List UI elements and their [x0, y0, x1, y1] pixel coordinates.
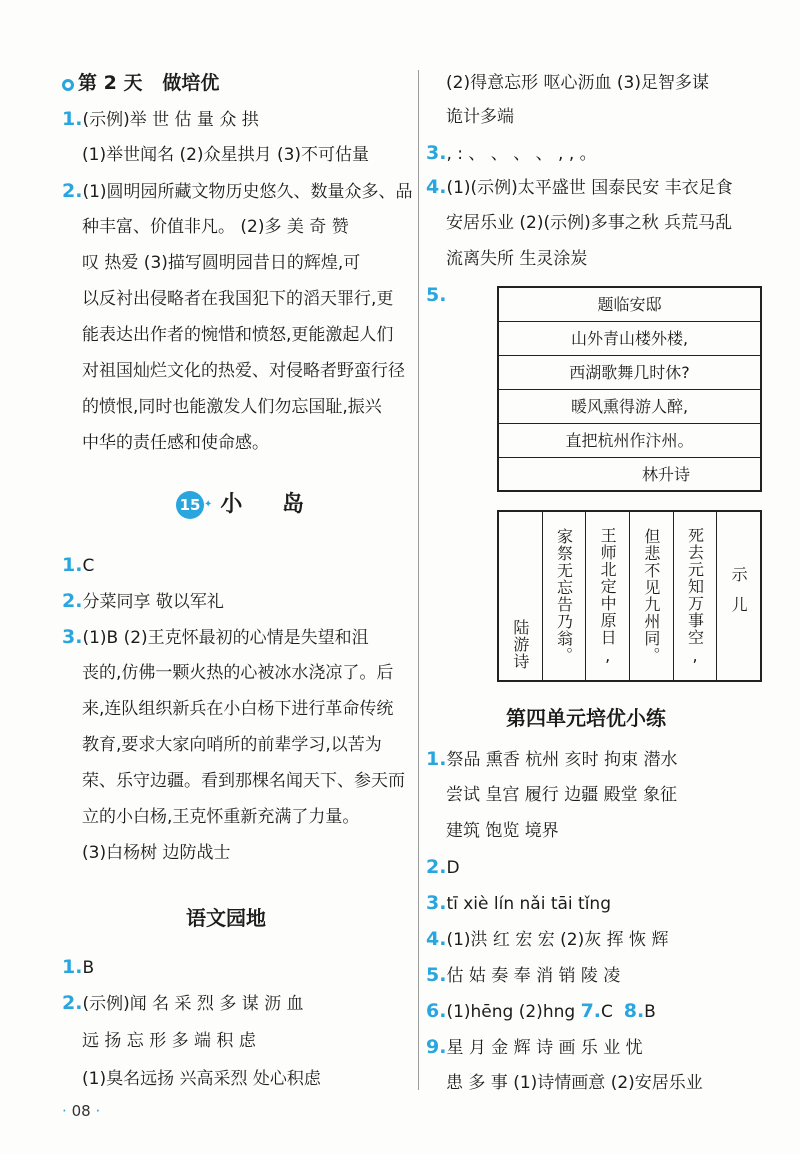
- left-q2-line8: 中华的责任感和使命感。: [82, 433, 269, 453]
- column-divider: [418, 70, 419, 1090]
- unit-q2: 2.D: [426, 856, 460, 878]
- left-q2-line3: 叹 热爱 (3)描写圆明园昔日的辉煌,可: [82, 253, 361, 273]
- left-q2-line1: 2.(1)圆明园所藏文物历史悠久、数量众多、品: [62, 180, 413, 202]
- target-circle-icon: [62, 79, 74, 91]
- poem-line-row: 山外青山楼外楼,: [499, 322, 760, 356]
- lesson-q3-line3: 来,连队组织新兵在小白杨下进行革命传统: [82, 699, 394, 719]
- lesson-q3-line1: 3.(1)B (2)王克怀最初的心情是失望和沮: [62, 626, 369, 648]
- horizontal-poem-box: [497, 286, 762, 492]
- star-icon: ✦: [204, 499, 213, 510]
- unit-q9-line1: 9.星 月 金 辉 诗 画 乐 业 忧: [426, 1036, 643, 1058]
- right-q4-line2: 安居乐业 (2)(示例)多事之秋 兵荒马乱: [446, 213, 733, 233]
- left-q2-line2: 种丰富、价值非凡。 (2)多 美 奇 赞: [82, 217, 349, 237]
- unit-q9-line2: 患 多 事 (1)诗情画意 (2)安居乐业: [446, 1073, 703, 1093]
- poem-title-row: 题临安邸: [499, 288, 760, 322]
- unit-q1-line2: 尝试 皇宫 履行 边疆 殿堂 象征: [446, 785, 678, 805]
- lesson-q3-line7: (3)白杨树 边防战士: [82, 843, 231, 863]
- vertical-poem-box: [497, 510, 762, 682]
- left-q2-line6: 对祖国灿烂文化的热爱、对侵略者野蛮行径: [82, 361, 405, 381]
- lesson-number-badge: 15: [176, 491, 204, 519]
- unit-q6-8: 6.(1)hēng (2)hng 7.C 8.B: [426, 1000, 656, 1022]
- vpoem-line-column: 死去元知万事空,: [673, 512, 717, 680]
- vpoem-title-column: 示儿: [716, 512, 760, 680]
- garden-q1: 1.B: [62, 956, 95, 978]
- poem-line-row: 西湖歌舞几时休?: [499, 356, 760, 390]
- left-q1-line2: (1)举世闻名 (2)众星拱月 (3)不可估量: [82, 145, 370, 165]
- garden-q2-line3: (1)臭名远扬 兴高采烈 处心积虑: [82, 1069, 321, 1089]
- lesson-q3-line2: 丧的,仿佛一颗火热的心被冰水浇凉了。后: [82, 663, 394, 683]
- unit-q4: 4.(1)洪 红 宏 宏 (2)灰 挥 恢 辉: [426, 928, 669, 950]
- right-q4-line3: 流离失所 生灵涂炭: [446, 249, 588, 269]
- right-cont-line2: 诡计多端: [446, 107, 514, 127]
- day-label: 第 2 天: [78, 72, 143, 94]
- garden-title: 语文园地: [186, 906, 266, 930]
- poem-author-row: 林升诗: [641, 465, 690, 484]
- left-q2-line4: 以反衬出侵略者在我国犯下的滔天罪行,更: [82, 289, 394, 309]
- garden-q2-line2: 远 扬 忘 形 多 端 积 虑: [82, 1031, 256, 1051]
- unit-q3: 3.tī xiè lín nǎi tāi tǐng: [426, 892, 611, 914]
- unit-title: 第四单元培优小练: [506, 706, 666, 730]
- lesson-title: 小 岛: [220, 492, 321, 517]
- unit-q5: 5.估 姑 奏 奉 消 销 陵 凌: [426, 964, 621, 986]
- right-q3: 3., : 、 、 、 、 , , 。: [426, 142, 597, 164]
- poem-line-row: 暖风熏得游人醉,: [499, 390, 760, 424]
- right-q4-line1: 4.(1)(示例)太平盛世 国泰民安 丰衣足食: [426, 176, 733, 198]
- vpoem-line-column: 但悲不见九州同。: [629, 512, 673, 680]
- lesson-q3-line5: 荣、乐守边疆。看到那棵名闻天下、参天而: [82, 771, 405, 791]
- vpoem-line-column: 家祭无忘告乃翁。: [542, 512, 586, 680]
- left-q2-line7: 的愤恨,同时也能激发人们勿忘国耻,振兴: [82, 397, 382, 417]
- lesson-q3-line4: 教育,要求大家向哨所的前辈学习,以苦为: [82, 735, 382, 755]
- vpoem-author-column: 陆游诗: [510, 619, 530, 670]
- vpoem-line-column: 王师北定中原日,: [585, 512, 629, 680]
- day-title: 做培优: [162, 72, 220, 94]
- left-q1-line1: 1.(示例)举 世 估 量 众 拱: [62, 108, 259, 130]
- lesson-q1: 1.C: [62, 554, 95, 576]
- left-q2-line5: 能表达出作者的惋惜和愤怒,更能激起人们: [82, 325, 394, 345]
- page-number: · 08 ·: [62, 1102, 101, 1120]
- garden-q2-line1: 2.(示例)闻 名 采 烈 多 谋 沥 血: [62, 992, 304, 1014]
- lesson-q2: 2.分菜同享 敬以军礼: [62, 590, 224, 612]
- right-cont-line1: (2)得意忘形 呕心沥血 (3)足智多谋: [446, 73, 709, 93]
- unit-q1-line1: 1.祭品 熏香 杭州 亥时 拘束 潜水: [426, 748, 678, 770]
- unit-q1-line3: 建筑 饱览 境界: [446, 821, 559, 841]
- poem-line-row: 直把杭州作汴州。: [499, 424, 760, 458]
- day-heading: [62, 70, 219, 96]
- lesson-heading: [176, 488, 320, 522]
- right-q5-number: 5.: [426, 284, 447, 306]
- lesson-q3-line6: 立的小白杨,王克怀重新充满了力量。: [82, 807, 360, 827]
